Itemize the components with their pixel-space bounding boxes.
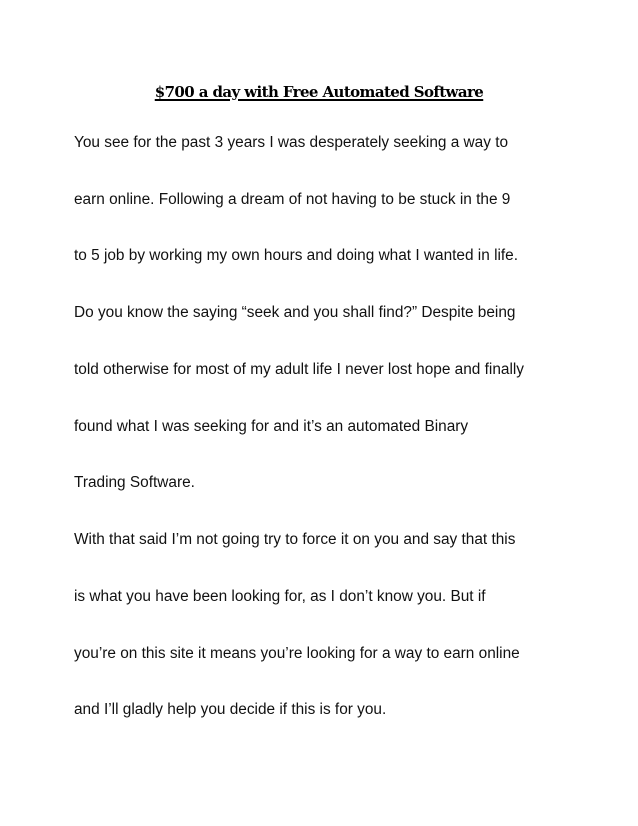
paragraph-line: Trading Software. — [74, 474, 195, 491]
paragraph-line: is what you have been looking for, as I don’t know you. But if — [74, 588, 486, 605]
paragraph-line: You see for the past 3 years I was desperately seeking a way to — [74, 134, 509, 151]
document-title: $700 a day with Free Automated Software — [154, 83, 484, 101]
paragraph-line: and I’ll gladly help you decide if this is for you. — [74, 701, 387, 718]
paragraph-line: Do you know the saying “seek and you shall find?” Despite being — [74, 304, 516, 321]
paragraph-line: found what I was seeking for and it’s an automated Binary — [74, 418, 469, 435]
paragraph-line: told otherwise for most of my adult life I never lost hope and finally — [74, 361, 524, 378]
paragraph-line: earn online. Following a dream of not having to be stuck in the 9 — [74, 191, 511, 208]
paragraph-line: to 5 job by working my own hours and doing what I wanted in life. — [74, 247, 519, 264]
paragraph-line: you’re on this site it means you’re looking for a way to earn online — [74, 645, 520, 662]
paragraph-line: With that said I’m not going try to force it on you and say that this — [74, 531, 516, 548]
